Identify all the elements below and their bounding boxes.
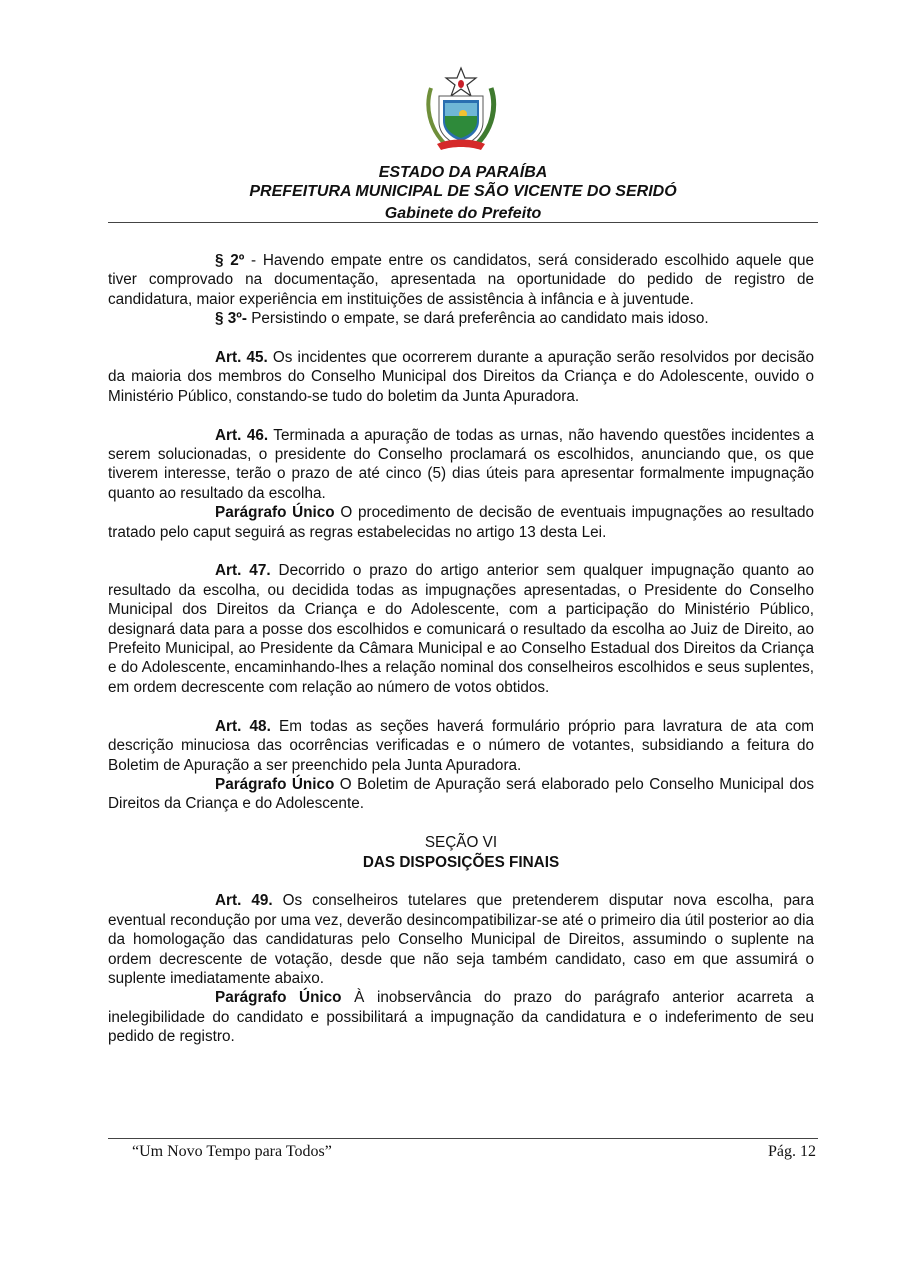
article-46 [108, 426, 814, 504]
article-text: Os conselheiros tutelares que pretenderem disputar nova escolha, para eventual recondução por uma vez, deverão desincompatibilizar-se até o primeiro dia útil posterior ao dia da homologação das candidaturas pelo Conselho Municipal de Direitos, assumindo o suplente na ordem decrescente de votação, desde que não seja também candidato, caso em que assumirá o suplente imediatamente abaixo. [108, 892, 814, 987]
article-48 [108, 717, 814, 775]
article-46-sole-paragraph [108, 503, 814, 542]
document-body [108, 251, 814, 1047]
header-divider [108, 222, 818, 223]
article-label: Art. 49. [215, 892, 273, 910]
header-municipality: PREFEITURA MUNICIPAL DE SÃO VICENTE DO SERIDÓ [249, 183, 677, 200]
paragraph-label: Parágrafo Único [215, 504, 335, 522]
footer-divider [108, 1138, 818, 1139]
header-office: Gabinete do Prefeito [384, 205, 542, 222]
article-45 [108, 348, 814, 406]
article-label: Art. 45. [215, 349, 268, 367]
article-text: Os incidentes que ocorrerem durante a apuração serão resolvidos por decisão da maioria dos membros do Conselho Municipal dos Direitos da Criança e do Adolescente, ouvido o Ministério Público, constando-se tudo do boletim da Junta Apuradora. [108, 349, 815, 405]
article-label: Art. 47. [215, 562, 271, 580]
paragraph-text: O procedimento de decisão de eventuais impugnações ao resultado tratado pelo caput seguirá as regras estabelecidas no artigo 13 desta Lei. [108, 504, 814, 541]
article-47 [108, 561, 814, 697]
paragraph-label: § 2º [215, 252, 245, 269]
paragraph-text: Persistindo o empate, se dará preferência ao candidato mais idoso. [246, 310, 709, 328]
article-text: Em todas as seções haverá formulário próprio para lavratura de ata com descrição minuciosa das ocorrências verificadas e o número de votantes, subsidiando a feitura do Boletim de Apuração a ser preenchido pela Junta Apuradora. [108, 717, 815, 774]
article-48-sole-paragraph [108, 775, 814, 814]
article-49 [108, 891, 814, 988]
paragraph-2 [108, 251, 814, 309]
section-number: SEÇÃO VI [424, 834, 498, 852]
article-text: Terminada a apuração de todas as urnas, não havendo questões incidentes a serem solucionadas, o presidente do Conselho proclamará os escolhidos, anunciando que, os que tiverem interesse, terão o prazo de até cinco (5) dias úteis para apresentar formalmente impugnação quanto ao resultado da escolha. [108, 426, 815, 502]
coat-of-arms-emblem [423, 66, 499, 154]
page-number: Pág. 12 [768, 1143, 816, 1160]
article-label: Art. 46. [215, 426, 269, 444]
paragraph-label: § 3º- [215, 310, 247, 328]
section-title: DAS DISPOSIÇÕES FINAIS [362, 853, 560, 871]
paragraph-3 [108, 309, 814, 328]
paragraph-text: - Havendo empate entre os candidatos, será considerado escolhido aquele que tiver comprovado na documentação, apresentada na oportunidade do pedido de registro de candidatura, maior experiência em instituições de assistência à infância e à juventude. [108, 252, 815, 308]
paragraph-text: O Boletim de Apuração será elaborado pelo Conselho Municipal dos Direitos da Criança e do Adolescente. [108, 775, 814, 813]
header-state: ESTADO DA PARAÍBA [378, 164, 548, 181]
footer-motto: “Um Novo Tempo para Todos” [132, 1143, 332, 1160]
paragraph-text: À inobservância do prazo do parágrafo anterior acarreta a inelegibilidade do candidato e possibilitará a impugnação da candidatura e o indeferimento de seu pedido de registro. [108, 989, 814, 1046]
paragraph-label: Parágrafo Único [215, 775, 335, 793]
article-label: Art. 48. [215, 717, 271, 735]
article-text: Decorrido o prazo do artigo anterior sem qualquer impugnação quanto ao resultado da escolha, ou decidida todas as impugnações apresentadas, o Presidente do Conselho Municipal dos Direitos da Criança e do Adolescente, com a participação do Ministério Público, designará data para a posse dos escolhidos e comunicará o resultado da escolha ao Juiz de Direito, ao Prefeito Municipal, ao Presidente da Câmara Municipal e ao Conselho Estadual dos Direitos da Criança e do Adolescente, encaminhando-lhes a relação nominal dos conselheiros escolhidos e seus suplentes, em ordem decrescente com relação ao número de votos obtidos. [108, 562, 814, 696]
article-49-sole-paragraph [108, 988, 814, 1046]
paragraph-label: Parágrafo Único [215, 989, 342, 1007]
